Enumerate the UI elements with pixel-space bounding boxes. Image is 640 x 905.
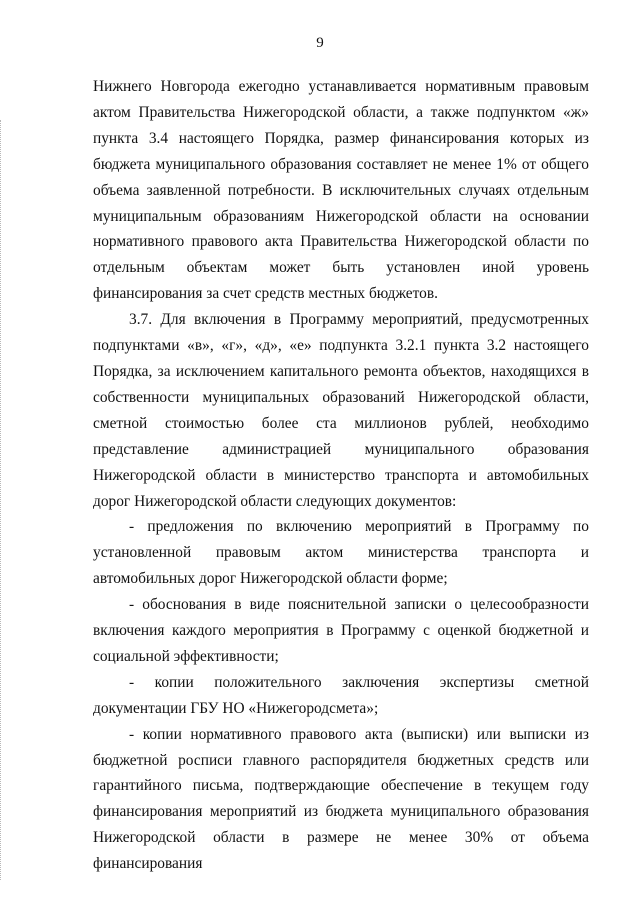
page-number: 9 [316,35,324,51]
document-body [93,74,589,877]
paragraph-continuation: Нижнего Новгорода ежегодно устанавливается нормативным правовым актом Правительства Нижегородской области, а также подпунктом «ж» пункта 3.4 настоящего Порядка, размер финансирования которых из бюджета муниципального образования составляет не менее 1% от общего объема заявленной потребности. В исключительных случаях отдельным муниципальным образованиям Нижегородской области на основании нормативного правового акта Правительства Нижегородской области по отдельным объектам может быть установлен иной уровень финансирования за счет средств местных бюджетов. [93,78,589,303]
scan-edge-marks [0,120,4,880]
list-item-justification: - обоснования в виде пояснительной записки о целесообразности включения каждого мероприятия в Программу с оценкой бюджетной и социальной эффективности; [93,596,589,665]
list-item-proposals: - предложения по включению мероприятий в Программу по установленной правовым актом министерства транспорта и автомобильных дорог Нижегородской области форме; [93,518,589,588]
list-item-expertise-copies: - копии положительного заключения экспертизы сметной документации ГБУ НО «Нижегородсмета»; [93,673,589,717]
list-item-funding-documents: - копии нормативного правового акта (выписки) или выписки из бюджетной росписи главного распорядителя бюджетных средств или гарантийного письма, подтверждающие обеспечение в текущем году финансирования мероприятий из бюджета муниципального образования Нижегородской области в размере не менее 30% от объема финансирования [93,725,589,873]
paragraph-3-7: 3.7. Для включения в Программу мероприятий, предусмотренных подпунктами «в», «г», «д», «е» подпункта 3.2.1 пункта 3.2 настоящего Порядка, за исключением капитального ремонта объектов, находящихся в собственности муниципальных образований Нижегородской области, сметной стоимостью более ста миллионов рублей, необходимо представление администрацией муниципального образования Нижегородской области в министерство транспорта и автомобильных дорог Нижегородской области следующих документов: [93,311,589,510]
